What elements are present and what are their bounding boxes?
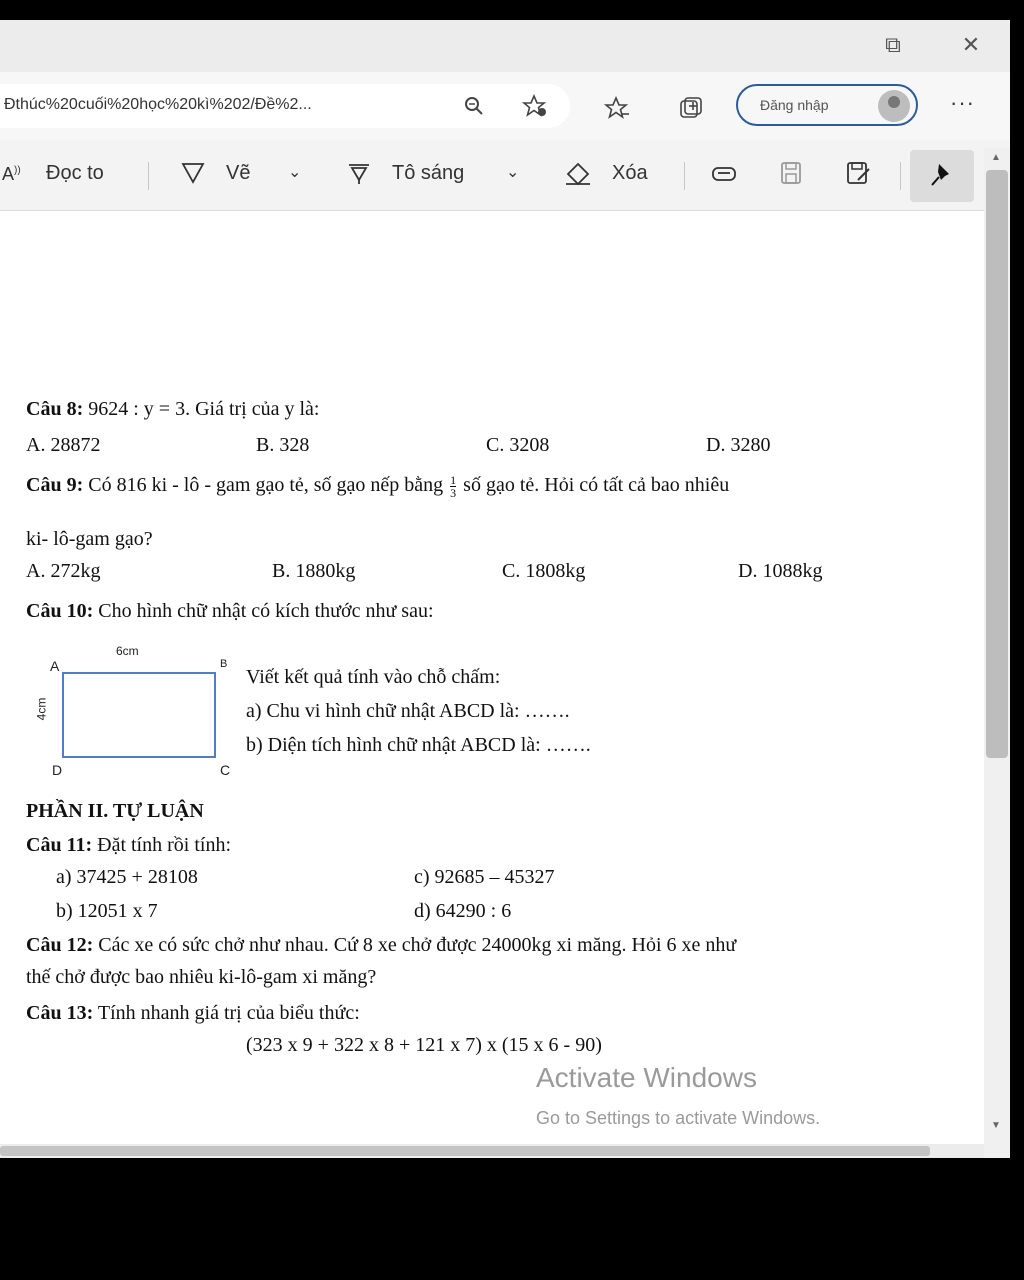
erase-button[interactable]: Xóa [612, 162, 648, 184]
question-label: Câu 9: [26, 474, 84, 497]
restore-icon[interactable]: ⧉ [885, 32, 901, 57]
option-c: C. 3208 [486, 434, 550, 456]
height-label: 4cm [34, 697, 49, 721]
question-label: Câu 10: [26, 600, 94, 622]
draw-icon[interactable] [180, 160, 206, 192]
question-text: Các xe có sức chở như nhau. Cứ 8 xe chở được 24000kg xi măng. Hỏi 6 xe như [98, 934, 737, 956]
question-label: Câu 11: [26, 834, 93, 856]
toolbar-divider [684, 162, 685, 190]
question-10-prompt: Viết kết quả tính vào chỗ chấm: [246, 666, 501, 688]
title-bar [0, 20, 1010, 72]
fraction-denominator: 3 [450, 486, 457, 500]
question-text: số gạo tẻ. Hỏi có tất cả bao nhiêu [463, 474, 730, 497]
pdf-toolbar [0, 140, 1010, 211]
activation-watermark-title: Activate Windows [536, 1062, 757, 1093]
question-11 [26, 834, 231, 857]
question-11-part-d: d) 64290 : 6 [414, 900, 512, 922]
login-label: Đăng nhập [760, 97, 829, 113]
section-heading: PHẦN II. TỰ LUẬN [26, 800, 204, 822]
question-9-line-2: ki- lô-gam gạo? [26, 528, 153, 550]
question-text: Đặt tính rồi tính: [97, 834, 232, 856]
question-10-part-a: a) Chu vi hình chữ nhật ABCD là: ……. [246, 700, 570, 722]
favorites-icon[interactable] [604, 96, 630, 126]
question-10-part-b: b) Diện tích hình chữ nhật ABCD là: ……. [246, 734, 591, 756]
question-label: Câu 12: [26, 934, 94, 956]
pdf-page [0, 210, 984, 1144]
save-as-icon[interactable] [844, 160, 872, 192]
rectangle-figure [62, 672, 216, 758]
option-a: A. 272kg [26, 560, 101, 582]
scroll-down-icon[interactable]: ▼ [991, 1120, 1001, 1131]
question-text: 9624 : y = 3. Giá trị của y là: [88, 398, 320, 420]
vertex-a-label: A [50, 658, 60, 674]
save-icon[interactable] [778, 160, 804, 192]
draw-button[interactable]: Vẽ [226, 162, 251, 184]
option-d: D. 1088kg [738, 560, 823, 582]
url-text[interactable]: Ðthúc%20cuối%20học%20kì%202/Đề%2... [4, 96, 312, 113]
question-12 [26, 934, 736, 957]
horizontal-scrollbar[interactable] [0, 1144, 984, 1158]
scroll-up-icon[interactable]: ▲ [991, 152, 1001, 163]
fraction-numerator: 1 [450, 473, 457, 487]
highlight-icon[interactable] [346, 160, 372, 192]
avatar [878, 90, 910, 122]
draw-dropdown-chevron-icon[interactable]: ⌄ [288, 164, 302, 181]
zoom-icon[interactable] [462, 94, 486, 124]
activation-watermark-subtitle: Go to Settings to activate Windows. [536, 1108, 821, 1128]
option-b: B. 1880kg [272, 560, 356, 582]
address-bar-row [0, 72, 1010, 141]
option-a: A. 28872 [26, 434, 101, 456]
vertex-b-label: B [220, 658, 228, 670]
pin-toolbar-button[interactable] [910, 150, 974, 202]
toolbar-divider [148, 162, 149, 190]
read-aloud-button[interactable]: Đọc to [46, 162, 104, 184]
pin-icon [930, 162, 954, 194]
question-label: Câu 8: [26, 398, 84, 420]
horizontal-scroll-thumb[interactable] [0, 1146, 930, 1156]
option-d: D. 3280 [706, 434, 771, 456]
vertical-scrollbar[interactable] [984, 148, 1010, 1158]
question-13 [26, 1002, 360, 1025]
add-favorite-icon[interactable] [522, 94, 548, 124]
question-10 [26, 600, 434, 623]
question-13-expression: (323 x 9 + 322 x 8 + 121 x 7) x (15 x 6 - 90) [246, 1034, 602, 1056]
browser-window [0, 20, 1010, 1158]
highlight-button[interactable]: Tô sáng [392, 162, 465, 184]
question-11-part-c: c) 92685 – 45327 [414, 866, 555, 888]
question-text: Cho hình chữ nhật có kích thước như sau: [98, 600, 434, 622]
eraser-icon[interactable] [564, 160, 592, 192]
more-icon[interactable]: ··· [950, 90, 975, 115]
question-text: Tính nhanh giá trị của biểu thức: [97, 1002, 360, 1024]
vertex-d-label: D [52, 762, 63, 778]
question-12-line-2: thế chở được bao nhiêu ki-lô-gam xi măng? [26, 966, 377, 988]
question-8 [26, 398, 319, 421]
vertical-scroll-thumb[interactable] [986, 170, 1008, 758]
print-icon[interactable] [710, 160, 738, 192]
toolbar-divider [900, 162, 901, 190]
question-11-part-a: a) 37425 + 28108 [56, 866, 198, 888]
question-label: Câu 13: [26, 1002, 94, 1024]
option-c: C. 1808kg [502, 560, 586, 582]
question-text: Có 816 ki - lô - gam gạo tẻ, số gạo nếp bằng [88, 474, 444, 497]
fraction [450, 474, 456, 499]
question-11-part-b: b) 12051 x 7 [56, 900, 158, 922]
read-aloud-icon[interactable]: A)) [2, 164, 21, 184]
login-button[interactable] [736, 84, 918, 126]
question-9 [26, 474, 729, 499]
close-icon[interactable]: ✕ [961, 32, 981, 57]
width-label: 6cm [116, 644, 139, 658]
option-b: B. 328 [256, 434, 310, 456]
vertex-c-label: C [220, 762, 231, 778]
collections-icon[interactable] [678, 96, 704, 126]
highlight-dropdown-chevron-icon[interactable]: ⌄ [506, 164, 520, 181]
address-bar[interactable] [0, 84, 570, 128]
